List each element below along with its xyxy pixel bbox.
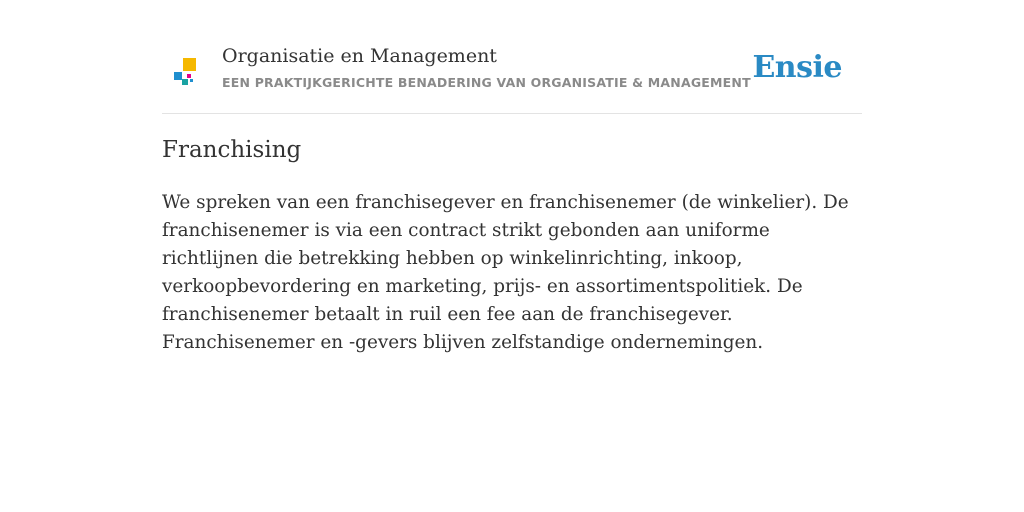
logo-pink-square — [187, 74, 191, 78]
logo-teal-square — [182, 79, 188, 85]
logo-yellow-square — [183, 58, 196, 71]
site-subtitle: EEN PRAKTIJKGERICHTE BENADERING VAN ORGANISATIE & MANAGEMENT — [222, 75, 751, 90]
logo-dot-square — [190, 79, 193, 82]
site-logo-icon[interactable] — [174, 58, 198, 88]
header — [162, 0, 862, 114]
site-title[interactable]: Organisatie en Management — [222, 45, 497, 67]
logo-blue-square — [174, 72, 182, 80]
article-body: We spreken van een franchisegever en franchisenemer (de winkelier). De franchisenemer is via een contract strikt gebonden aan uniforme richtlijnen die betrekking hebben op winkelinrichting, inkoop, verkoopbevordering en marketing, prijs- en assortimentspolitiek. De franchisenemer betaalt in ruil een fee aan de franchisegever. Franchisenemer en -gevers blijven zelfstandige ondernemingen. — [162, 192, 849, 353]
ensie-brand-link[interactable]: Ensie — [752, 50, 842, 85]
article-title: Franchising — [162, 137, 302, 163]
